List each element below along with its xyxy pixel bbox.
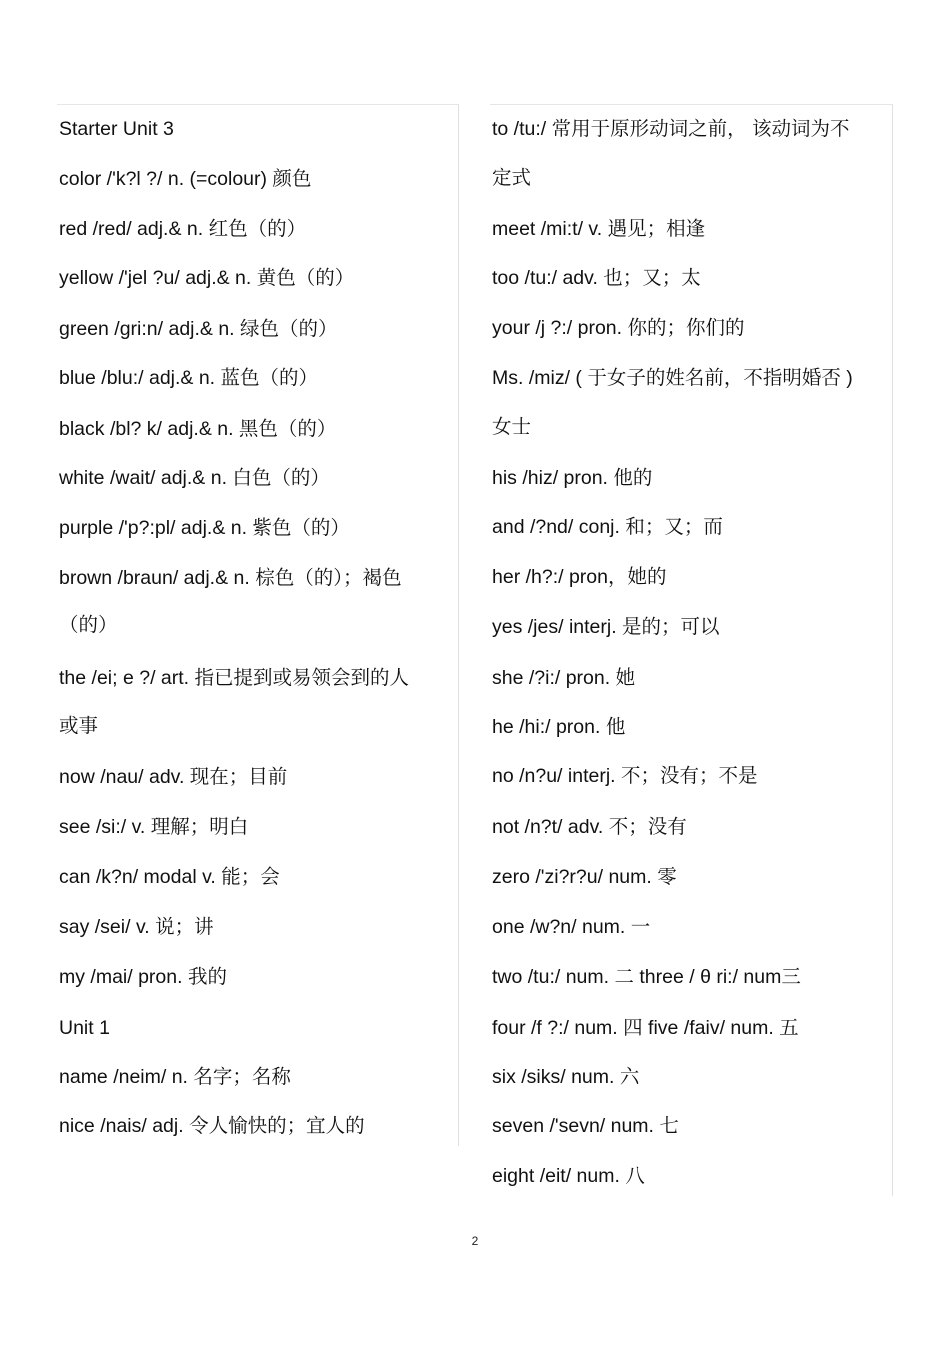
vocab-line: see /si:/ v. 理解；明白 [59, 816, 249, 838]
vocab-line: white /wait/ adj.& n. 白色（的） [59, 467, 330, 489]
vocab-line: one /w?n/ num. 一 [492, 916, 651, 938]
vocab-line: color /'k?l ?/ n. (=colour) 颜色 [59, 168, 312, 190]
vocab-line: your /j ?:/ pron. 你的；你们的 [492, 317, 745, 339]
vocab-line: now /nau/ adv. 现在；目前 [59, 766, 288, 788]
vocab-line: zero /'zi?r?u/ num. 零 [492, 866, 677, 888]
vocab-line: Ms. /miz/ ( 于女子的姓名前，不指明婚否 ) [492, 367, 853, 389]
vocab-line: his /hiz/ pron. 他的 [492, 467, 653, 489]
section-heading: Unit 1 [59, 1017, 110, 1039]
vocab-line: yes /jes/ interj. 是的；可以 [492, 616, 720, 638]
vocab-line: her /h?:/ pron，她的 [492, 566, 667, 588]
vocab-line: brown /braun/ adj.& n. 棕色（的）；褐色 [59, 567, 402, 589]
vocab-line: purple /'p?:pl/ adj.& n. 紫色（的） [59, 517, 350, 539]
vocab-line: to /tu:/ 常用于原形动词之前， 该动词为不 [492, 118, 850, 140]
vocab-line: and /?nd/ conj. 和；又；而 [492, 516, 723, 538]
vocab-line: not /n?t/ adv. 不；没有 [492, 816, 687, 838]
vocab-line: can /k?n/ modal v. 能；会 [59, 866, 280, 888]
vocab-line: green /gri:n/ adj.& n. 绿色（的） [59, 318, 338, 340]
vocab-line: 女士 [492, 416, 532, 438]
vocab-line: he /hi:/ pron. 他 [492, 716, 626, 738]
vocab-line: nice /nais/ adj. 令人愉快的；宜人的 [59, 1115, 365, 1137]
page-number: 2 [471, 1234, 479, 1248]
vocabulary-column-left [57, 104, 459, 1146]
vocab-line: seven /'sevn/ num. 七 [492, 1115, 679, 1137]
vocab-line: my /mai/ pron. 我的 [59, 966, 227, 988]
vocab-line: eight /eit/ num. 八 [492, 1165, 645, 1187]
vocab-line: the /ei; e ?/ art. 指已提到或易领会到的人 [59, 667, 409, 689]
vocab-line: （的） [59, 614, 118, 636]
vocab-line: Starter Unit 3 [59, 118, 174, 140]
vocab-line: no /n?u/ interj. 不；没有；不是 [492, 765, 758, 787]
vocab-line: name /neim/ n. 名字；名称 [59, 1066, 291, 1088]
vocab-line: two /tu:/ num. 二 three / θ ri:/ num三 [492, 966, 801, 988]
vocabulary-column-right [490, 104, 893, 1196]
vocab-line: 定式 [492, 167, 532, 189]
vocab-line: she /?i:/ pron. 她 [492, 667, 636, 689]
vocab-line: yellow /'jel ?u/ adj.& n. 黄色（的） [59, 267, 355, 289]
vocab-line: too /tu:/ adv. 也；又；太 [492, 267, 701, 289]
vocab-line: six /siks/ num. 六 [492, 1066, 640, 1088]
vocab-line: meet /mi:t/ v. 遇见；相逢 [492, 218, 706, 240]
vocab-line: black /bl? k/ adj.& n. 黑色（的） [59, 418, 337, 440]
vocab-line: blue /blu:/ adj.& n. 蓝色（的） [59, 367, 319, 389]
vocab-line: say /sei/ v. 说；讲 [59, 916, 214, 938]
vocab-line: red /red/ adj.& n. 红色（的） [59, 218, 307, 240]
vocab-line: 或事 [59, 715, 99, 737]
vocab-line: four /f ?:/ num. 四 five /faiv/ num. 五 [492, 1017, 799, 1039]
